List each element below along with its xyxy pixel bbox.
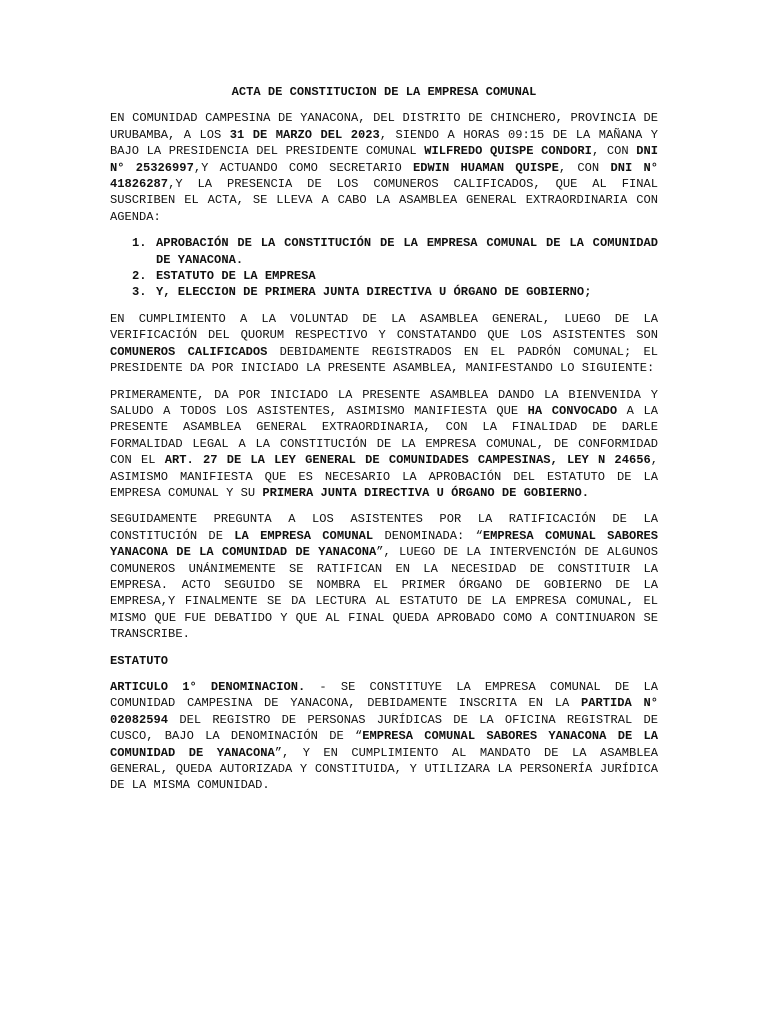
quorum-paragraph xyxy=(110,311,658,377)
document-page xyxy=(110,84,658,804)
agenda-item-text: ESTATUTO DE LA EMPRESA xyxy=(156,269,316,284)
text-run: DEL REGISTRO DE PERSONAS JURÍDICAS DE LA OFICINA REGISTRAL DE CUSCO, BAJO LA DENOMINACIÓN DE “ xyxy=(110,712,658,744)
text-run: EN CUMPLIMIENTO A LA VOLUNTAD DE LA ASAMBLEA GENERAL, LUEGO DE LA VERIFICACIÓN DEL QUORUM RESPECTIVO Y CONSTATANDO QUE LOS ASISTENTES SON xyxy=(110,311,658,343)
text-run: EN COMUNIDAD CAMPESINA DE YANACONA, DEL DISTRITO DE CHINCHERO, PROVINCIA DE URUBAMBA, A LOS xyxy=(110,111,658,142)
text-run: , SIENDO A HORAS 09:15 DE LA MAÑANA Y BAJO LA PRESIDENCIA DEL PRESIDENTE COMUNAL xyxy=(110,127,658,159)
agenda-item-number: 2. xyxy=(132,269,147,284)
bold-text-run: EDWIN HUAMAN QUISPE xyxy=(413,160,559,175)
text-run: ”, Y EN CUMPLIMIENTO AL MANDATO DE LA ASAMBLEA GENERAL, QUEDA AUTORIZADA Y CONSTITUIDA, Y UTILIZARA LA PERSONERÍA JURÍDICA DE LA MISMA COMUNIDAD. xyxy=(110,745,659,793)
text-run: DENOMINADA: “ xyxy=(373,528,483,543)
intro-paragraph xyxy=(110,110,658,225)
bold-text-run: EMPRESA COMUNAL SABORES YANACONA DE LA COMUNIDAD DE YANACONA xyxy=(110,528,658,560)
bold-text-run: PARTIDA N° 02082594 xyxy=(110,696,658,727)
text-run: - SE CONSTITUYE LA EMPRESA COMUNAL DE LA COMUNIDAD CAMPESINA DE YANACONA, DEBIDAMENTE INSCRITA EN LA xyxy=(110,680,659,711)
bold-text-run: DNI N° 41826287 xyxy=(110,160,658,192)
agenda-item-number: 3. xyxy=(132,285,147,300)
bold-text-run: EMPRESA COMUNAL SABORES YANACONA DE LA COMUNIDAD DE YANACONA xyxy=(110,729,658,760)
agenda-item xyxy=(110,268,658,284)
bold-text-run: HA CONVOCADO xyxy=(527,403,618,418)
agenda-item-text: Y, ELECCION DE PRIMERA JUNTA DIRECTIVA U ÓRGANO DE GOBIERNO; xyxy=(156,285,592,300)
text-run: PRIMERAMENTE, DA POR INICIADO LA PRESENTE ASAMBLEA DANDO LA BIENVENIDA Y SALUDO A TODOS LOS ASISTENTES, ASIMISMO MANIFIESTA QUE xyxy=(110,387,658,418)
bold-text-run: DNI N° 25326997 xyxy=(110,144,658,175)
bold-text-run: LA EMPRESA COMUNAL xyxy=(234,528,374,543)
text-run: DEBIDAMENTE REGISTRADOS EN EL PADRÓN COMUNAL; EL PRESIDENTE DA POR INICIADO LA PRESENTE ASAMBLEA, MANIFESTANDO LO SIGUIENTE: xyxy=(110,344,658,376)
text-run: A LA PRESENTE ASAMBLEA GENERAL EXTRAORDINARIA, CON LA FINALIDAD DE DARLE FORMALIDAD LEGAL A LA CONSTITUCIÓN DE LA EMPRESA COMUNAL, DE CONFORMIDAD CON EL xyxy=(110,403,658,468)
text-run: , ASIMISMO MANIFIESTA QUE ES NECESARIO LA APROBACIÓN DEL ESTATUTO DE LA EMPRESA COMUNAL Y SU xyxy=(110,453,658,500)
article-1-paragraph xyxy=(110,679,658,794)
bold-text-run: COMUNEROS CALIFICADOS xyxy=(110,344,268,359)
bold-text-run: ARTICULO 1° DENOMINACION. xyxy=(110,680,306,694)
agenda-item-text: APROBACIÓN DE LA CONSTITUCIÓN DE LA EMPRESA COMUNAL DE LA COMUNIDAD DE YANACONA. xyxy=(156,236,658,267)
document-title: ACTA DE CONSTITUCION DE LA EMPRESA COMUNAL xyxy=(231,85,537,99)
bold-text-run: 31 DE MARZO DEL 2023 xyxy=(229,127,380,142)
agenda-list xyxy=(110,235,658,301)
agenda-item xyxy=(110,235,658,268)
text-run: , CON xyxy=(591,144,637,159)
text-run: ,Y ACTUANDO COMO SECRETARIO xyxy=(193,160,414,175)
statute-heading: ESTATUTO xyxy=(110,653,169,668)
ratification-paragraph xyxy=(110,511,658,642)
bold-text-run: PRIMERA JUNTA DIRECTIVA U ÓRGANO DE GOBIERNO. xyxy=(262,485,589,500)
text-run: ,Y LA PRESENCIA DE LOS COMUNEROS CALIFICADOS, QUE AL FINAL SUSCRIBEN EL ACTA, SE LLEVA A CABO LA ASAMBLEA GENERAL EXTRAORDINARIA CON AGENDA: xyxy=(110,177,658,224)
text-run: ”, LUEGO DE LA INTERVENCIÓN DE ALGUNOS COMUNEROS UNÁNIMEMENTE SE RATIFICAN EN LA NECESIDAD DE CONSTITUIR LA EMPRESA. ACTO SEGUIDO SE NOMBRA EL PRIMER ÓRGANO DE GOBIERNO DE LA EMPRESA,Y FINALMENTE SE DA LECTURA AL ESTATUTO DE LA EMPRESA COMUNAL, EL MISMO QUE FUE DEBATIDO Y QUE AL FINAL QUEDA APROBADO COMO A CONTINUARON SE TRANSCRIBE. xyxy=(110,545,658,642)
text-run: , CON xyxy=(558,160,611,175)
bold-text-run: ART. 27 DE LA LEY GENERAL DE COMUNIDADES CAMPESINAS, LEY N 24656 xyxy=(164,453,651,468)
bold-text-run: WILFREDO QUISPE CONDORI xyxy=(424,144,592,159)
agenda-item xyxy=(110,284,658,300)
text-run: SEGUIDAMENTE PREGUNTA A LOS ASISTENTES POR LA RATIFICACIÓN DE LA CONSTITUCIÓN DE xyxy=(110,512,658,543)
welcome-paragraph xyxy=(110,387,658,502)
agenda-item-number: 1. xyxy=(132,236,147,251)
